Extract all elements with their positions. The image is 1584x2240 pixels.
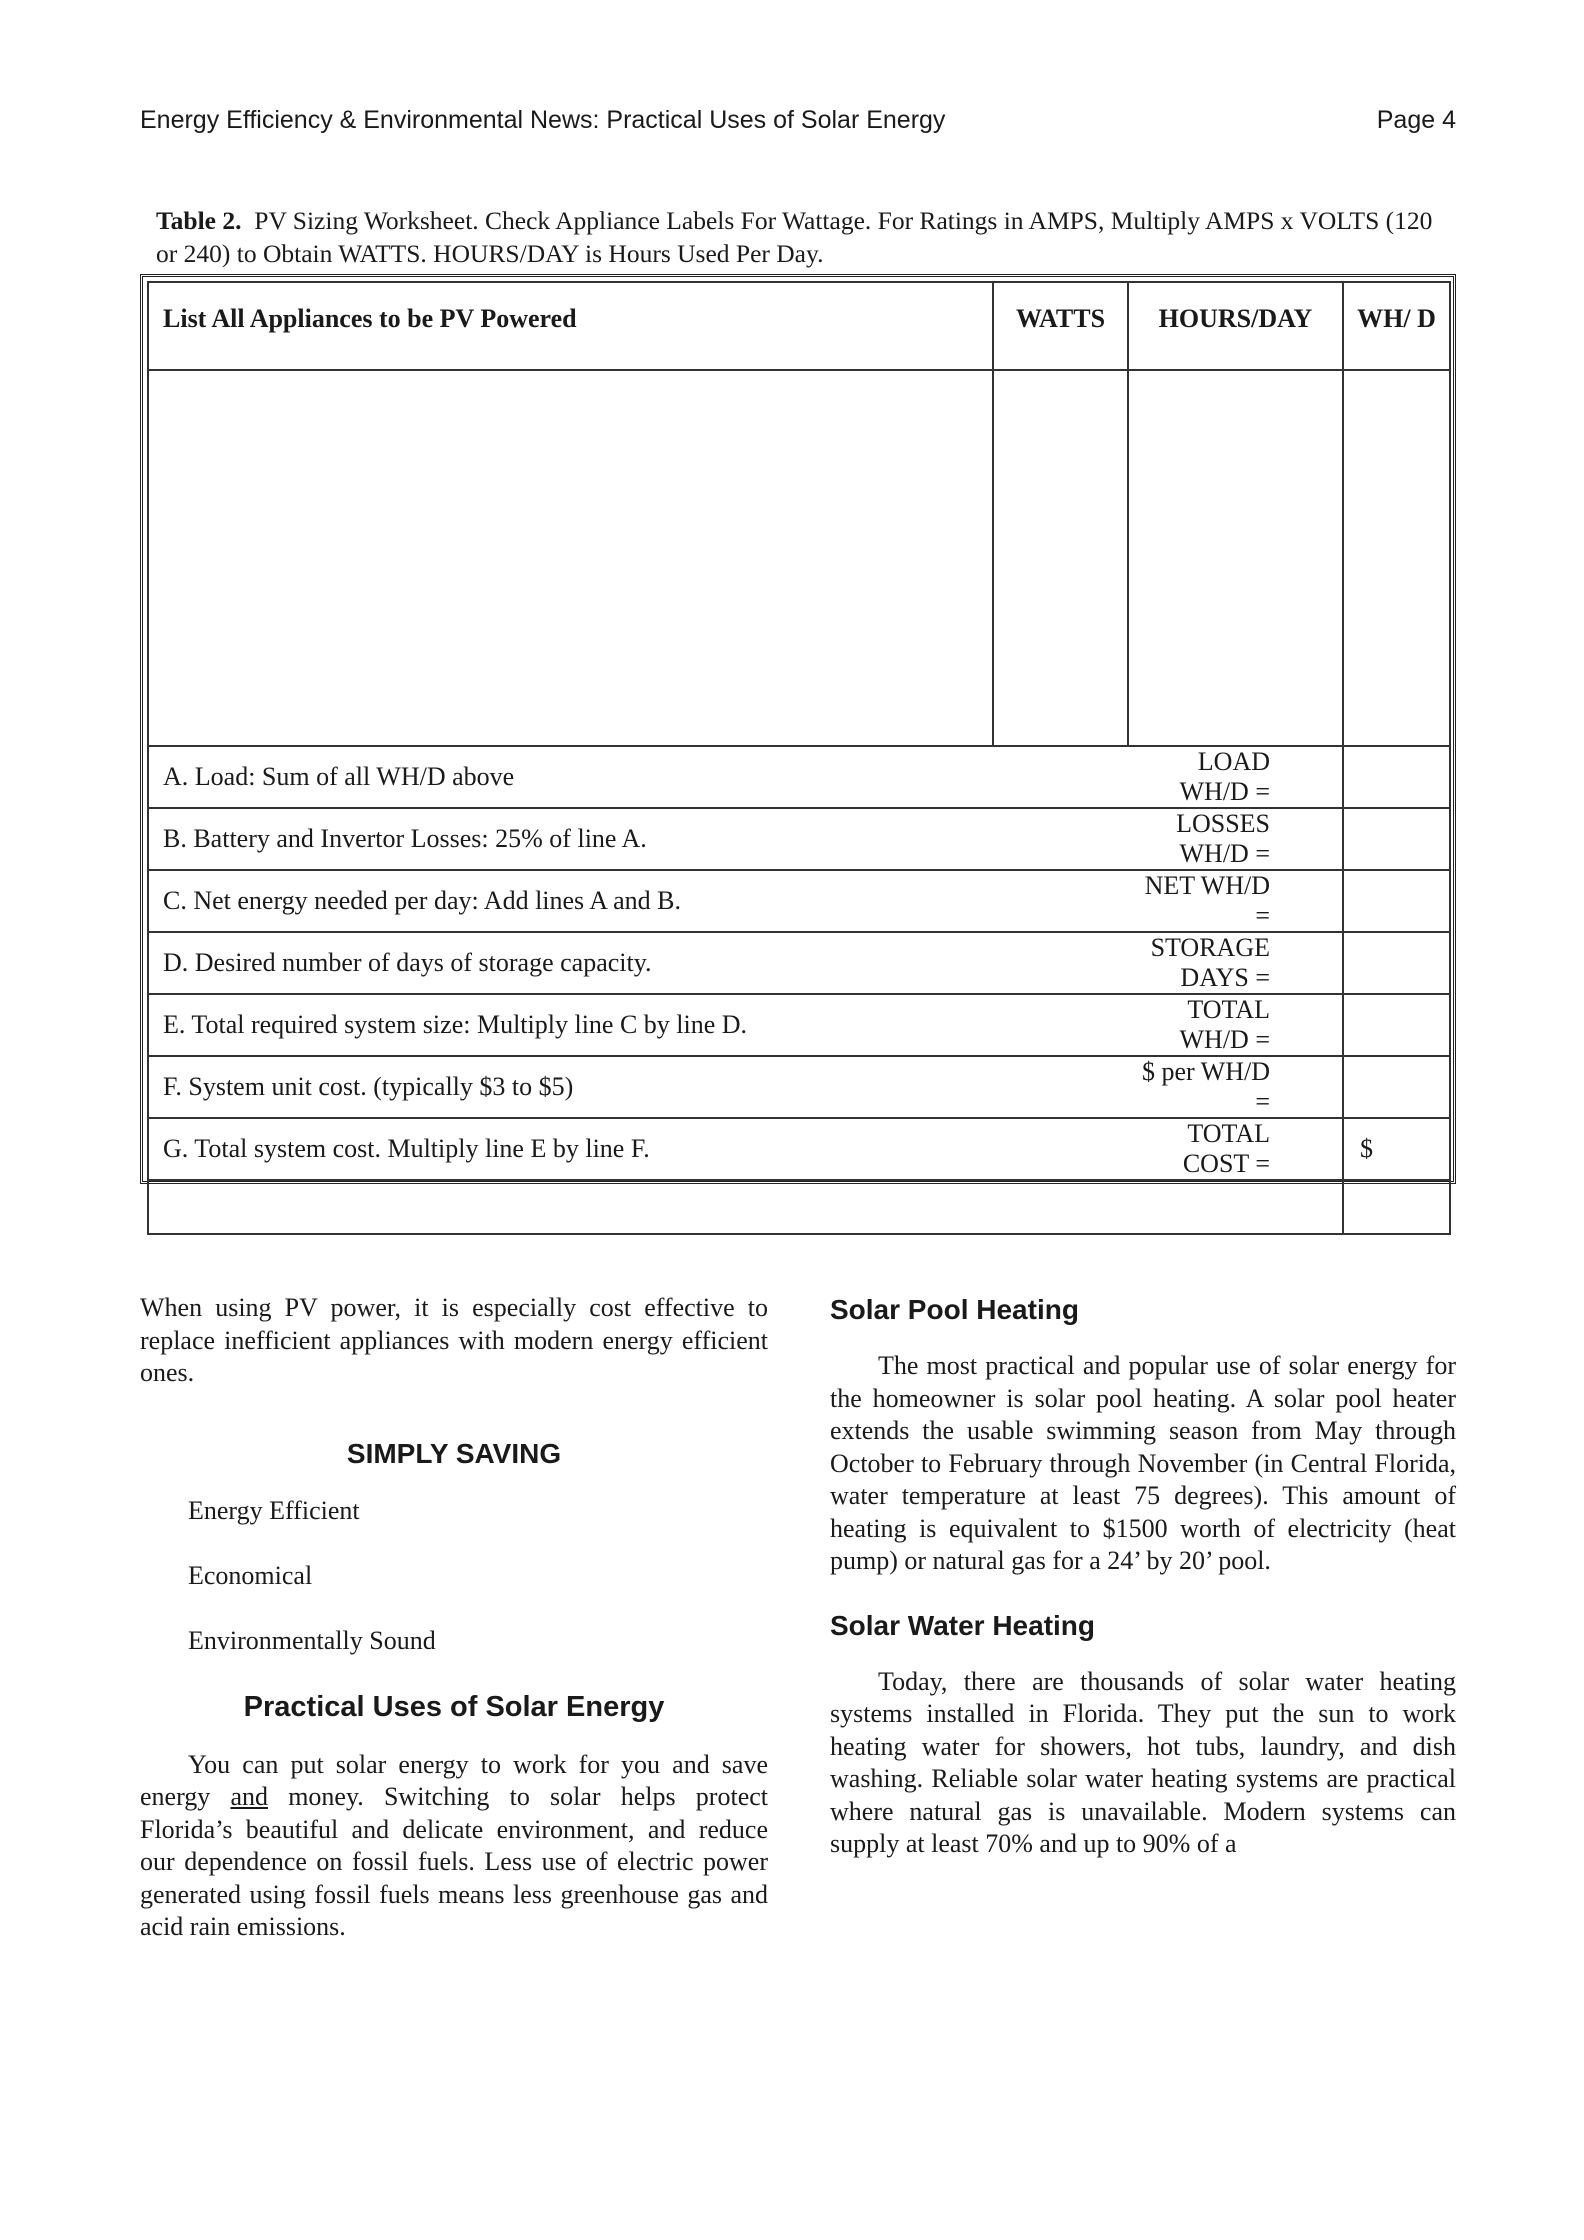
practical-text-start: You can put solar energy to work for you and save energy (140, 1749, 768, 1811)
header-row (148, 282, 1450, 370)
right-column (830, 1292, 1456, 1861)
row-g-desc: G. Total system cost. Multiply line E by line F. (148, 1118, 1128, 1180)
row-f-desc: F. System unit cost. (typically $3 to $5) (148, 1056, 1128, 1118)
row-d-eq: STORAGE DAYS = (1128, 932, 1343, 994)
row-c-desc: C. Net energy needed per day: Add lines A and B. (148, 870, 1128, 932)
row-e-eq: TOTAL WH/D = (1128, 994, 1343, 1056)
row-e-value[interactable] (1343, 994, 1450, 1056)
header-appliances: List All Appliances to be PV Powered (148, 282, 993, 370)
list-item: Economical (188, 1560, 313, 1590)
row-f-value[interactable] (1343, 1056, 1450, 1118)
page-number: Page 4 (1376, 106, 1456, 134)
blank-row (148, 1180, 1450, 1234)
list-item: Energy Efficient (188, 1495, 360, 1525)
practical-uses-heading: Practical Uses of Solar Energy (243, 1690, 665, 1723)
whd-entry-cell[interactable] (1343, 370, 1450, 746)
blank-row-value[interactable] (1343, 1180, 1450, 1234)
row-a-value[interactable] (1343, 746, 1450, 808)
row-c-value[interactable] (1343, 870, 1450, 932)
water-heating-paragraph: Today, there are thousands of solar water heating systems installed in Florida. They put the sun to work heating water for showers, hot tubs, laundry, and dish washing. Reliable solar water heating systems are practical where natural gas is unavailable. Modern systems can supply at least 70% and up to 90% of a (830, 1666, 1456, 1858)
water-heating-heading: Solar Water Heating (830, 1609, 1096, 1641)
row-c-eq: NET WH/D = (1128, 870, 1343, 932)
row-e-desc: E. Total required system size: Multiply line C by line D. (148, 994, 1128, 1056)
left-column (140, 1292, 768, 1944)
row-g-value[interactable]: $ (1343, 1118, 1450, 1180)
row-f-eq: $ per WH/D = (1128, 1056, 1343, 1118)
row-a-desc: A. Load: Sum of all WH/D above (148, 746, 1128, 808)
row-g (148, 1118, 1450, 1180)
header-title: Energy Efficiency & Environmental News: Practical Uses of Solar Energy (140, 106, 946, 134)
row-a-eq: LOAD WH/D = (1128, 746, 1343, 808)
caption-text: PV Sizing Worksheet. Check Appliance Labels For Wattage. For Ratings in AMPS, Multiply AMPS x VOLTS (120 or 240) to Obtain WATTS. HOURS/DAY is Hours Used Per Day. (156, 206, 1433, 268)
caption-label: Table 2. (156, 206, 242, 235)
worksheet-table (147, 281, 1451, 1235)
pool-heating-paragraph: The most practical and popular use of solar energy for the homeowner is solar pool heating. A solar pool heater extends the usable swimming season from May through October to February through November (in Central Florida, water temperature at least 75 degrees). This amount of heating is equivalent to $1500 worth of electricity (heat pump) or natural gas for a 24’ by 20’ pool. (830, 1351, 1456, 1575)
row-f (148, 1056, 1450, 1118)
blank-row-cell (148, 1180, 1343, 1234)
practical-text-underlined: and (230, 1782, 269, 1811)
row-b-eq: LOSSES WH/D = (1128, 808, 1343, 870)
row-d-value[interactable] (1343, 932, 1450, 994)
page-header (140, 106, 1456, 140)
header-hours: HOURS/DAY (1128, 282, 1343, 370)
row-e (148, 994, 1450, 1056)
appliance-entry-cell[interactable] (148, 370, 993, 746)
simply-saving-list (188, 1494, 768, 1657)
simply-saving-heading: SIMPLY SAVING (346, 1437, 562, 1469)
row-c (148, 870, 1450, 932)
header-watts: WATTS (993, 282, 1128, 370)
pool-heating-heading: Solar Pool Heating (830, 1294, 1079, 1325)
watts-entry-cell[interactable] (993, 370, 1128, 746)
row-b (148, 808, 1450, 870)
hours-entry-cell[interactable] (1128, 370, 1343, 746)
row-g-eq: TOTAL COST = (1128, 1118, 1343, 1180)
row-d-desc: D. Desired number of days of storage capacity. (148, 932, 1128, 994)
row-a (148, 746, 1450, 808)
row-d (148, 932, 1450, 994)
practical-uses-paragraph (140, 1749, 768, 1944)
practical-text-end: money. Switching to solar helps protect Florida’s beautiful and delicate environment, and reduce our dependence on fossil fuels. Less use of electric power generated using fossil fuels means less greenhouse gas and acid rain emissions. (140, 1782, 768, 1941)
list-item: Environmentally Sound (188, 1625, 436, 1655)
pv-sizing-worksheet (140, 274, 1456, 1184)
intro-paragraph: When using PV power, it is especially cost effective to replace inefficient appliances with modern energy efficient ones. (140, 1293, 768, 1387)
table-caption (156, 204, 1446, 270)
header-whd: WH/ D (1343, 282, 1450, 370)
appliance-entry-row (148, 370, 1450, 746)
row-b-value[interactable] (1343, 808, 1450, 870)
row-b-desc: B. Battery and Invertor Losses: 25% of line A. (148, 808, 1128, 870)
